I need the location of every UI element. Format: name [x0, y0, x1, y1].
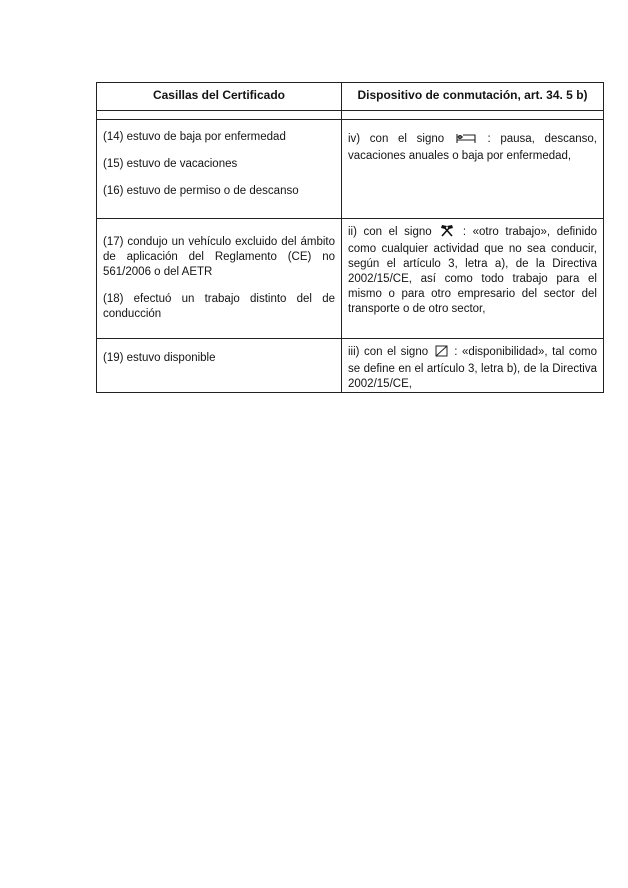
certificate-table [96, 82, 604, 393]
sign-description: : «otro trabajo», definido como cualquier actividad que no sea conducir, según el artículo 3, letra a), de la Directiva 2002/15/CE, así como todo trabajo para el mismo o para otro empresario del sector del transporte o de otro sector, [348, 226, 597, 315]
separator-row [97, 111, 604, 120]
box-item: (14) estuvo de baja por enfermedad [103, 131, 286, 143]
header-certificate-boxes: Casillas del Certificado [97, 83, 342, 111]
table-row [97, 339, 604, 393]
hammers-icon [440, 224, 454, 242]
availability-icon [435, 345, 448, 362]
box-item: (17) condujo un vehículo excluido del ámbito de aplicación del Reglamento (CE) no 561/2006 o del AETR [103, 236, 335, 278]
sign-prefix: iv) con el signo [348, 133, 445, 145]
sign-description: : pausa, descanso, vacaciones anuales o baja por enfermedad, [348, 133, 597, 162]
sign-description: : «disponibilidad», tal como se define en el artículo 3, letra b), de la Directiva 2002/15/CE, [348, 346, 597, 390]
sign-prefix: iii) con el signo [348, 346, 429, 358]
bed-icon [456, 133, 476, 149]
switch-description-cell [342, 219, 604, 339]
switch-description-cell [342, 339, 604, 393]
box-item: (19) estuvo disponible [103, 352, 216, 364]
table-row [97, 120, 604, 219]
box-item: (18) efectuó un trabajo distinto del de conducción [103, 293, 335, 320]
box-item: (15) estuvo de vacaciones [103, 158, 238, 170]
header-switch-device: Dispositivo de conmutación, art. 34. 5 b) [342, 83, 604, 111]
table-row [97, 219, 604, 339]
certificate-boxes-cell [97, 339, 342, 393]
box-item: (16) estuvo de permiso o de descanso [103, 185, 299, 197]
header-row [97, 83, 604, 111]
sign-prefix: ii) con el signo [348, 226, 432, 238]
switch-description-cell [342, 120, 604, 219]
certificate-boxes-cell [97, 120, 342, 219]
certificate-boxes-cell [97, 219, 342, 339]
